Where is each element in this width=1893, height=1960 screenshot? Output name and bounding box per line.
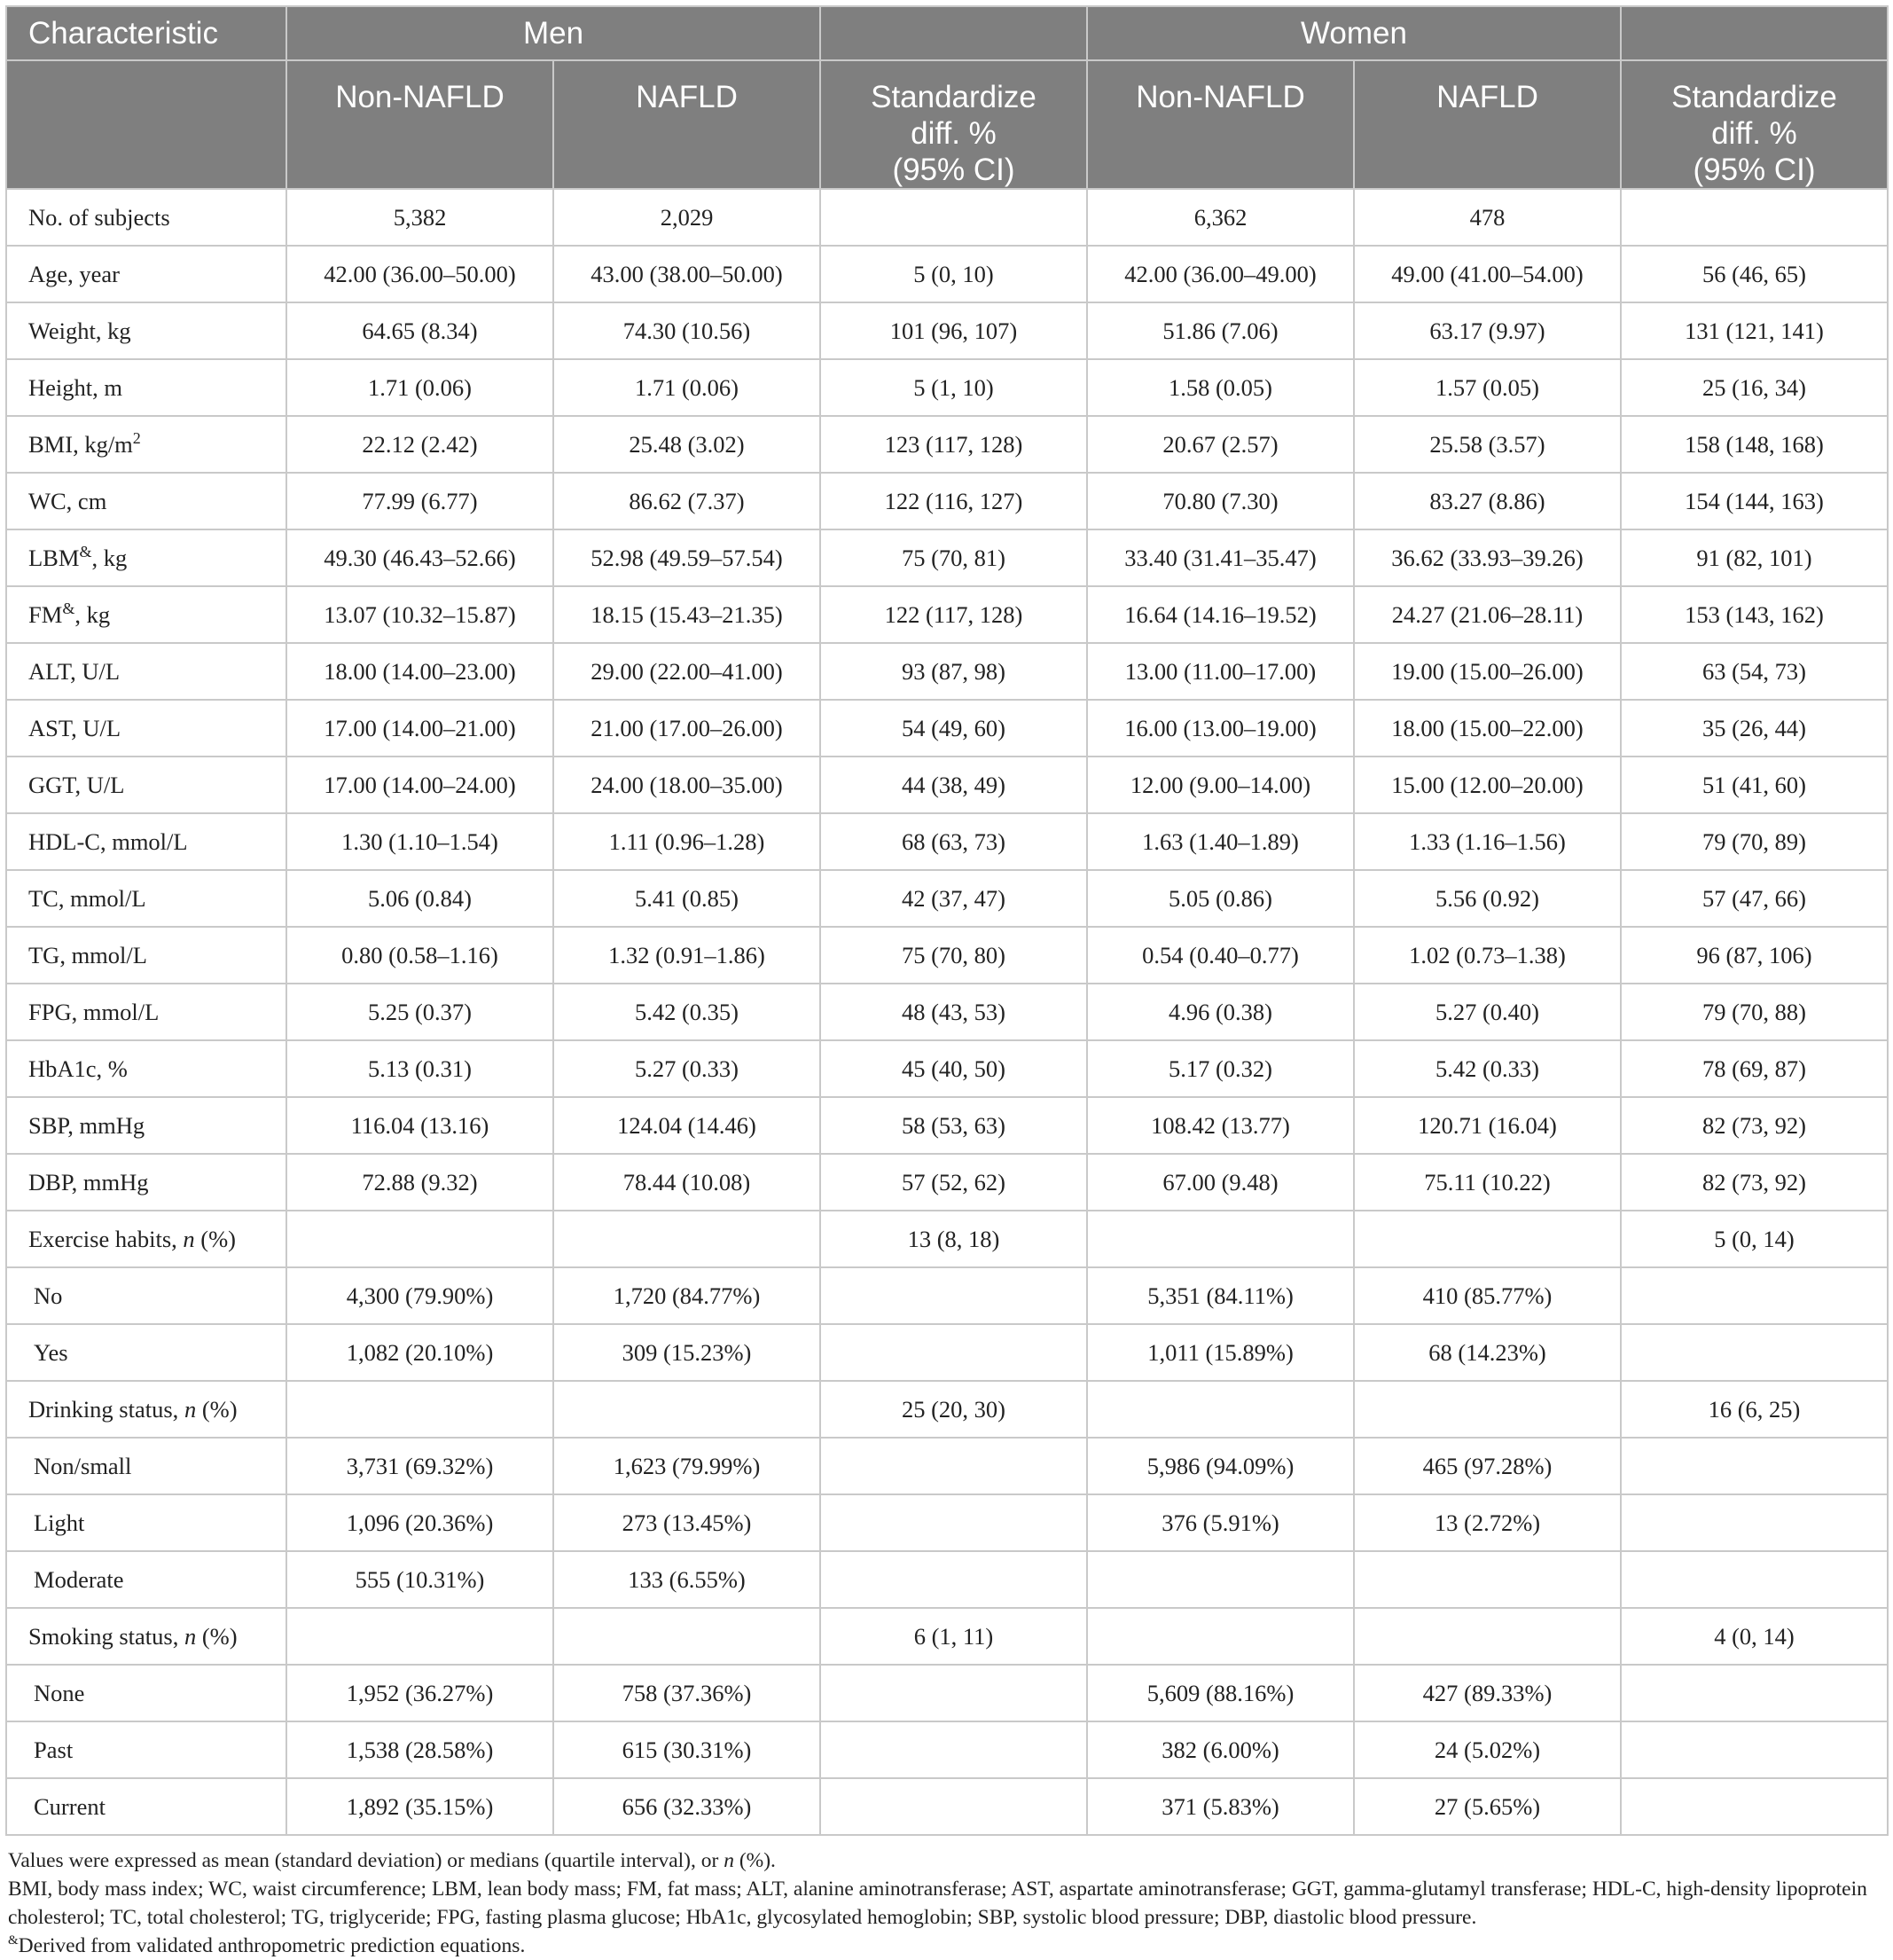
row-label	[6, 246, 286, 302]
table-row	[6, 927, 1888, 984]
table-cell	[1087, 1211, 1354, 1267]
subheader-men-nafld: NAFLD	[553, 60, 820, 189]
subheader-women-non-nafld: Non-NAFLD	[1087, 60, 1354, 189]
row-label	[6, 473, 286, 529]
table-cell	[820, 189, 1087, 246]
table-cell: 44 (38, 49)	[820, 757, 1087, 813]
table-cell: 5 (0, 14)	[1621, 1211, 1888, 1267]
table-cell: 17.00 (14.00–21.00)	[286, 700, 553, 757]
subheader-men-std-diff: Standardize diff. % (95% CI)	[820, 60, 1087, 189]
table-cell	[1621, 1551, 1888, 1608]
header-men: Men	[286, 6, 820, 60]
table-cell: 133 (6.55%)	[553, 1551, 820, 1608]
table-cell: 465 (97.28%)	[1354, 1438, 1621, 1494]
table-row	[6, 1551, 1888, 1608]
table-cell: 2,029	[553, 189, 820, 246]
table-row	[6, 1267, 1888, 1324]
table-cell: 1.30 (1.10–1.54)	[286, 813, 553, 870]
table-cell	[286, 1381, 553, 1438]
row-label-text: LBM	[28, 544, 80, 571]
table-cell: 63.17 (9.97)	[1354, 302, 1621, 359]
table-row	[6, 813, 1888, 870]
table-cell: 3,731 (69.32%)	[286, 1438, 553, 1494]
table-cell: 758 (37.36%)	[553, 1665, 820, 1721]
row-label	[6, 1665, 286, 1721]
table-cell: 25 (16, 34)	[1621, 359, 1888, 416]
table-row	[6, 757, 1888, 813]
table-cell: 19.00 (15.00–26.00)	[1354, 643, 1621, 700]
table-cell	[286, 1608, 553, 1665]
row-label-text: DBP, mmHg	[28, 1168, 149, 1196]
row-label-text: SBP, mmHg	[28, 1111, 145, 1139]
table-cell	[1087, 1551, 1354, 1608]
row-label	[6, 757, 286, 813]
table-cell: 78 (69, 87)	[1621, 1040, 1888, 1097]
table-cell: 75.11 (10.22)	[1354, 1154, 1621, 1211]
header-characteristic: Characteristic	[6, 6, 286, 60]
table-cell: 309 (15.23%)	[553, 1324, 820, 1381]
table-cell: 42.00 (36.00–49.00)	[1087, 246, 1354, 302]
row-label	[6, 1608, 286, 1665]
table-cell: 70.80 (7.30)	[1087, 473, 1354, 529]
table-cell: 6,362	[1087, 189, 1354, 246]
table-cell: 24.00 (18.00–35.00)	[553, 757, 820, 813]
table-cell: 1.32 (0.91–1.86)	[553, 927, 820, 984]
table-cell	[820, 1778, 1087, 1835]
table-cell: 1.11 (0.96–1.28)	[553, 813, 820, 870]
table-header	[6, 6, 1888, 189]
characteristics-table	[5, 5, 1889, 1836]
row-label	[6, 1324, 286, 1381]
table-cell: 79 (70, 88)	[1621, 984, 1888, 1040]
table-cell: 5.25 (0.37)	[286, 984, 553, 1040]
header-women-empty	[1621, 6, 1888, 60]
row-label-suffix: (%)	[196, 1395, 238, 1423]
table-cell: 5 (1, 10)	[820, 359, 1087, 416]
table-cell	[1621, 1494, 1888, 1551]
table-row	[6, 870, 1888, 927]
table-row	[6, 700, 1888, 757]
row-label	[6, 927, 286, 984]
table-cell: 5.27 (0.40)	[1354, 984, 1621, 1040]
row-label-text: Age, year	[28, 260, 120, 287]
row-label-text: No. of subjects	[28, 203, 170, 231]
row-label-italic: n	[184, 1622, 197, 1650]
footnote-derived	[8, 1932, 1888, 1960]
row-label-superscript: 2	[132, 428, 141, 447]
table-cell	[1621, 189, 1888, 246]
table-cell: 410 (85.77%)	[1354, 1267, 1621, 1324]
table-cell: 1.63 (1.40–1.89)	[1087, 813, 1354, 870]
table-cell: 555 (10.31%)	[286, 1551, 553, 1608]
table-row	[6, 643, 1888, 700]
table-cell: 123 (117, 128)	[820, 416, 1087, 473]
table-cell	[820, 1324, 1087, 1381]
table-cell: 5.05 (0.86)	[1087, 870, 1354, 927]
row-label-text: FPG, mmol/L	[28, 998, 160, 1025]
row-label-suffix: (%)	[196, 1622, 238, 1650]
table-cell	[820, 1665, 1087, 1721]
table-cell: 1.58 (0.05)	[1087, 359, 1354, 416]
footnote-derived-text: Derived from validated anthropometric prediction equations.	[18, 1934, 526, 1957]
row-label-text: Yes	[34, 1338, 68, 1366]
row-label	[6, 1154, 286, 1211]
row-label-text: None	[34, 1679, 85, 1706]
table-cell	[1354, 1608, 1621, 1665]
table-cell: 371 (5.83%)	[1087, 1778, 1354, 1835]
row-label	[6, 1267, 286, 1324]
row-label-text: BMI, kg/m	[28, 430, 133, 458]
subheader-men-non-nafld: Non-NAFLD	[286, 60, 553, 189]
table-row	[6, 246, 1888, 302]
table-row	[6, 1097, 1888, 1154]
row-label-superscript: &	[62, 599, 75, 617]
table-row	[6, 1778, 1888, 1835]
row-label	[6, 1438, 286, 1494]
table-cell: 68 (63, 73)	[820, 813, 1087, 870]
table-cell: 24.27 (21.06–28.11)	[1354, 586, 1621, 643]
table-cell: 25.58 (3.57)	[1354, 416, 1621, 473]
row-label	[6, 643, 286, 700]
table-row	[6, 1665, 1888, 1721]
table-cell	[553, 1211, 820, 1267]
row-label-suffix: , kg	[91, 544, 128, 571]
table-cell: 0.54 (0.40–0.77)	[1087, 927, 1354, 984]
table-cell	[820, 1494, 1087, 1551]
table-cell: 17.00 (14.00–24.00)	[286, 757, 553, 813]
table-row	[6, 1040, 1888, 1097]
table-cell: 35 (26, 44)	[1621, 700, 1888, 757]
footnote-values-italic: n	[724, 1849, 734, 1872]
table-cell: 96 (87, 106)	[1621, 927, 1888, 984]
table-row	[6, 529, 1888, 586]
row-label-text: AST, U/L	[28, 714, 121, 741]
row-label-text: GGT, U/L	[28, 771, 125, 798]
footnote-abbreviations: BMI, body mass index; WC, waist circumference; LBM, lean body mass; FM, fat mass; ALT, alanine aminotransferase; AST, aspartate aminotransferase; GGT, gamma-glutamyl transferase; HDL-C, high-density lipoprotein cholesterol; TC, total cholesterol; TG, triglyceride; FPG, fasting plasma glucose; HbA1c, glycosylated hemoglobin; SBP, systolic blood pressure; DBP, diastolic blood pressure.	[8, 1878, 1867, 1929]
table-row	[6, 984, 1888, 1040]
table-cell	[1354, 1211, 1621, 1267]
row-label-suffix: (%)	[194, 1225, 237, 1252]
row-label	[6, 984, 286, 1040]
table-cell: 0.80 (0.58–1.16)	[286, 927, 553, 984]
table-row	[6, 1211, 1888, 1267]
table-cell: 54 (49, 60)	[820, 700, 1087, 757]
table-row	[6, 1324, 1888, 1381]
table-cell: 75 (70, 80)	[820, 927, 1087, 984]
table-cell: 13.00 (11.00–17.00)	[1087, 643, 1354, 700]
footnote-derived-symbol: &	[8, 1933, 19, 1948]
row-label-superscript: &	[79, 542, 92, 561]
table-row	[6, 1608, 1888, 1665]
table-cell: 5.41 (0.85)	[553, 870, 820, 927]
table-cell	[1621, 1324, 1888, 1381]
row-label	[6, 1494, 286, 1551]
table-cell	[1621, 1721, 1888, 1778]
table-cell: 153 (143, 162)	[1621, 586, 1888, 643]
table-cell: 49.00 (41.00–54.00)	[1354, 246, 1621, 302]
footnote-values-end: (%).	[733, 1849, 776, 1872]
table-cell: 154 (144, 163)	[1621, 473, 1888, 529]
row-label	[6, 813, 286, 870]
row-label-text: Past	[34, 1736, 74, 1763]
table-cell: 16.64 (14.16–19.52)	[1087, 586, 1354, 643]
row-label-text: Height, m	[28, 373, 122, 401]
table-cell: 24 (5.02%)	[1354, 1721, 1621, 1778]
table-row	[6, 1438, 1888, 1494]
footnote-values-text: Values were expressed as mean (standard deviation) or medians (quartile interval), or	[8, 1849, 724, 1872]
table-cell: 42.00 (36.00–50.00)	[286, 246, 553, 302]
row-label-text: ALT, U/L	[28, 657, 121, 685]
table-body	[6, 189, 1888, 1835]
table-cell: 82 (73, 92)	[1621, 1097, 1888, 1154]
table-row	[6, 302, 1888, 359]
table-cell: 57 (52, 62)	[820, 1154, 1087, 1211]
table-cell: 49.30 (46.43–52.66)	[286, 529, 553, 586]
table-cell	[553, 1381, 820, 1438]
row-label	[6, 700, 286, 757]
row-label	[6, 359, 286, 416]
row-label	[6, 870, 286, 927]
table-cell: 5.13 (0.31)	[286, 1040, 553, 1097]
table-cell: 5.56 (0.92)	[1354, 870, 1621, 927]
table-cell: 79 (70, 89)	[1621, 813, 1888, 870]
table-cell	[1087, 1608, 1354, 1665]
table-cell: 131 (121, 141)	[1621, 302, 1888, 359]
table-cell: 656 (32.33%)	[553, 1778, 820, 1835]
table-cell: 5,986 (94.09%)	[1087, 1438, 1354, 1494]
table-cell: 1,082 (20.10%)	[286, 1324, 553, 1381]
table-cell: 1,623 (79.99%)	[553, 1438, 820, 1494]
table-cell: 48 (43, 53)	[820, 984, 1087, 1040]
table-cell: 122 (117, 128)	[820, 586, 1087, 643]
table-cell: 1.71 (0.06)	[286, 359, 553, 416]
table-cell	[1621, 1665, 1888, 1721]
row-label	[6, 1551, 286, 1608]
header-blank	[6, 60, 286, 189]
row-label-text: HDL-C, mmol/L	[28, 827, 188, 855]
table-container	[5, 5, 1888, 1960]
row-label-text: TG, mmol/L	[28, 941, 147, 968]
table-cell: 25 (20, 30)	[820, 1381, 1087, 1438]
table-cell: 22.12 (2.42)	[286, 416, 553, 473]
table-cell: 4,300 (79.90%)	[286, 1267, 553, 1324]
row-label-text: Non/small	[34, 1452, 132, 1479]
table-cell: 51.86 (7.06)	[1087, 302, 1354, 359]
table-cell	[1354, 1381, 1621, 1438]
table-cell: 5,382	[286, 189, 553, 246]
table-cell: 6 (1, 11)	[820, 1608, 1087, 1665]
table-cell: 16 (6, 25)	[1621, 1381, 1888, 1438]
table-cell: 27 (5.65%)	[1354, 1778, 1621, 1835]
row-label-text: Exercise habits,	[28, 1225, 184, 1252]
row-label	[6, 1040, 286, 1097]
table-row	[6, 473, 1888, 529]
table-cell	[820, 1551, 1087, 1608]
row-label-text: TC, mmol/L	[28, 884, 146, 912]
table-cell: 57 (47, 66)	[1621, 870, 1888, 927]
table-cell: 63 (54, 73)	[1621, 643, 1888, 700]
table-cell: 5.06 (0.84)	[286, 870, 553, 927]
table-cell: 13 (8, 18)	[820, 1211, 1087, 1267]
table-cell: 1.02 (0.73–1.38)	[1354, 927, 1621, 984]
table-cell: 1.33 (1.16–1.56)	[1354, 813, 1621, 870]
table-row	[6, 586, 1888, 643]
table-cell: 1.57 (0.05)	[1354, 359, 1621, 416]
table-cell: 52.98 (49.59–57.54)	[553, 529, 820, 586]
table-cell: 1,892 (35.15%)	[286, 1778, 553, 1835]
table-cell	[1621, 1438, 1888, 1494]
table-row	[6, 416, 1888, 473]
table-cell: 376 (5.91%)	[1087, 1494, 1354, 1551]
table-cell	[1087, 1381, 1354, 1438]
table-cell: 68 (14.23%)	[1354, 1324, 1621, 1381]
table-row	[6, 189, 1888, 246]
table-cell: 382 (6.00%)	[1087, 1721, 1354, 1778]
table-cell: 78.44 (10.08)	[553, 1154, 820, 1211]
table-cell: 122 (116, 127)	[820, 473, 1087, 529]
table-cell: 13 (2.72%)	[1354, 1494, 1621, 1551]
table-cell: 124.04 (14.46)	[553, 1097, 820, 1154]
table-cell: 20.67 (2.57)	[1087, 416, 1354, 473]
table-row	[6, 1381, 1888, 1438]
table-cell: 45 (40, 50)	[820, 1040, 1087, 1097]
table-cell: 4 (0, 14)	[1621, 1608, 1888, 1665]
table-cell: 82 (73, 92)	[1621, 1154, 1888, 1211]
table-cell: 18.15 (15.43–21.35)	[553, 586, 820, 643]
table-cell	[1354, 1551, 1621, 1608]
table-cell: 5.42 (0.35)	[553, 984, 820, 1040]
table-row	[6, 1494, 1888, 1551]
table-cell: 5.17 (0.32)	[1087, 1040, 1354, 1097]
table-cell: 13.07 (10.32–15.87)	[286, 586, 553, 643]
table-cell: 42 (37, 47)	[820, 870, 1087, 927]
row-label-text: Drinking status,	[28, 1395, 184, 1423]
table-cell: 478	[1354, 189, 1621, 246]
table-cell: 93 (87, 98)	[820, 643, 1087, 700]
table-cell: 1,952 (36.27%)	[286, 1665, 553, 1721]
row-label-text: Weight, kg	[28, 317, 131, 344]
table-cell: 91 (82, 101)	[1621, 529, 1888, 586]
table-cell: 77.99 (6.77)	[286, 473, 553, 529]
subheader-women-nafld: NAFLD	[1354, 60, 1621, 189]
row-label	[6, 1381, 286, 1438]
table-cell: 5,609 (88.16%)	[1087, 1665, 1354, 1721]
row-label-text: No	[34, 1282, 63, 1309]
table-cell: 72.88 (9.32)	[286, 1154, 553, 1211]
table-cell: 15.00 (12.00–20.00)	[1354, 757, 1621, 813]
table-cell: 1,720 (84.77%)	[553, 1267, 820, 1324]
table-footnotes	[5, 1846, 1888, 1960]
table-cell: 16.00 (13.00–19.00)	[1087, 700, 1354, 757]
table-cell: 51 (41, 60)	[1621, 757, 1888, 813]
table-cell: 101 (96, 107)	[820, 302, 1087, 359]
table-cell: 18.00 (15.00–22.00)	[1354, 700, 1621, 757]
table-cell: 33.40 (31.41–35.47)	[1087, 529, 1354, 586]
table-cell: 273 (13.45%)	[553, 1494, 820, 1551]
table-cell: 116.04 (13.16)	[286, 1097, 553, 1154]
table-cell: 36.62 (33.93–39.26)	[1354, 529, 1621, 586]
table-cell: 5.27 (0.33)	[553, 1040, 820, 1097]
row-label	[6, 529, 286, 586]
table-cell: 58 (53, 63)	[820, 1097, 1087, 1154]
table-cell: 4.96 (0.38)	[1087, 984, 1354, 1040]
table-cell: 43.00 (38.00–50.00)	[553, 246, 820, 302]
row-label	[6, 416, 286, 473]
row-label	[6, 586, 286, 643]
table-row	[6, 359, 1888, 416]
footnote-values	[8, 1846, 1888, 1875]
table-cell: 5 (0, 10)	[820, 246, 1087, 302]
table-cell: 74.30 (10.56)	[553, 302, 820, 359]
table-cell: 1.71 (0.06)	[553, 359, 820, 416]
table-cell: 5.42 (0.33)	[1354, 1040, 1621, 1097]
row-label	[6, 1097, 286, 1154]
header-row-subheaders	[6, 60, 1888, 189]
header-men-empty	[820, 6, 1087, 60]
table-cell: 25.48 (3.02)	[553, 416, 820, 473]
table-cell: 5,351 (84.11%)	[1087, 1267, 1354, 1324]
table-cell	[820, 1267, 1087, 1324]
row-label-text: FM	[28, 600, 63, 628]
table-cell: 29.00 (22.00–41.00)	[553, 643, 820, 700]
table-cell: 75 (70, 81)	[820, 529, 1087, 586]
row-label-italic: n	[184, 1395, 197, 1423]
row-label-text: WC, cm	[28, 487, 107, 514]
row-label-text: Light	[34, 1509, 85, 1536]
subheader-women-std-diff: Standardize diff. % (95% CI)	[1621, 60, 1888, 189]
table-cell: 21.00 (17.00–26.00)	[553, 700, 820, 757]
table-row	[6, 1721, 1888, 1778]
table-cell: 83.27 (8.86)	[1354, 473, 1621, 529]
table-cell: 158 (148, 168)	[1621, 416, 1888, 473]
row-label-italic: n	[183, 1225, 195, 1252]
table-cell: 1,538 (28.58%)	[286, 1721, 553, 1778]
table-cell	[286, 1211, 553, 1267]
row-label-suffix: , kg	[74, 600, 111, 628]
table-cell: 56 (46, 65)	[1621, 246, 1888, 302]
row-label	[6, 1721, 286, 1778]
table-cell	[553, 1608, 820, 1665]
header-row-groups	[6, 6, 1888, 60]
table-cell: 1,011 (15.89%)	[1087, 1324, 1354, 1381]
row-label-text: Moderate	[34, 1565, 124, 1593]
table-cell: 86.62 (7.37)	[553, 473, 820, 529]
table-cell	[1621, 1778, 1888, 1835]
table-cell	[820, 1721, 1087, 1778]
row-label-text: HbA1c, %	[28, 1054, 128, 1082]
table-cell: 12.00 (9.00–14.00)	[1087, 757, 1354, 813]
row-label-text: Smoking status,	[28, 1622, 184, 1650]
row-label-text: Current	[34, 1792, 106, 1820]
table-cell: 67.00 (9.48)	[1087, 1154, 1354, 1211]
table-cell	[820, 1438, 1087, 1494]
table-cell	[1621, 1267, 1888, 1324]
row-label	[6, 189, 286, 246]
table-cell: 427 (89.33%)	[1354, 1665, 1621, 1721]
table-cell: 108.42 (13.77)	[1087, 1097, 1354, 1154]
table-row	[6, 1154, 1888, 1211]
table-cell: 64.65 (8.34)	[286, 302, 553, 359]
row-label	[6, 1778, 286, 1835]
table-cell: 18.00 (14.00–23.00)	[286, 643, 553, 700]
table-cell: 120.71 (16.04)	[1354, 1097, 1621, 1154]
table-cell: 1,096 (20.36%)	[286, 1494, 553, 1551]
row-label	[6, 1211, 286, 1267]
table-cell: 615 (30.31%)	[553, 1721, 820, 1778]
row-label	[6, 302, 286, 359]
header-women: Women	[1087, 6, 1621, 60]
